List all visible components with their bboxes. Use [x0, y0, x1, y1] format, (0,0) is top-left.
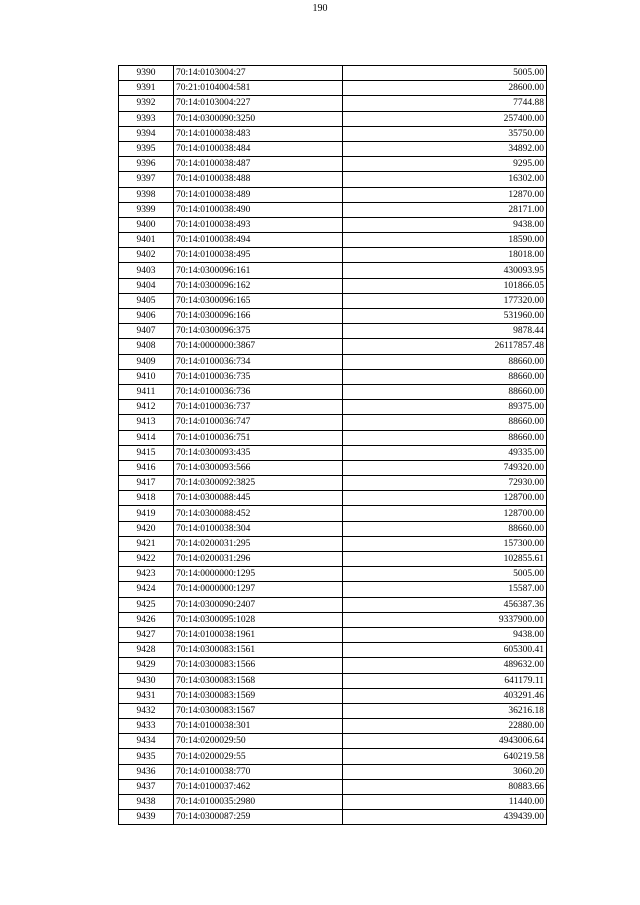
cadastral-number-cell: 70:14:0200031:295 [174, 536, 343, 551]
cadastral-number-cell: 70:14:0100038:770 [174, 764, 343, 779]
value-cell: 88660.00 [343, 415, 547, 430]
table-row [119, 779, 547, 794]
row-number-cell: 9394 [119, 126, 174, 141]
table-row [119, 688, 547, 703]
value-cell: 403291.46 [343, 688, 547, 703]
value-cell: 28171.00 [343, 202, 547, 217]
table-row [119, 66, 547, 81]
value-cell: 531960.00 [343, 309, 547, 324]
value-cell: 80883.66 [343, 779, 547, 794]
value-cell: 18590.00 [343, 233, 547, 248]
value-cell: 9438.00 [343, 627, 547, 642]
row-number-cell: 9416 [119, 460, 174, 475]
row-number-cell: 9402 [119, 248, 174, 263]
cadastral-number-cell: 70:14:0100038:493 [174, 217, 343, 232]
row-number-cell: 9398 [119, 187, 174, 202]
value-cell: 11440.00 [343, 795, 547, 810]
row-number-cell: 9410 [119, 369, 174, 384]
table-row [119, 187, 547, 202]
table-row [119, 96, 547, 111]
cadastral-number-cell: 70:14:0200029:50 [174, 734, 343, 749]
value-cell: 89375.00 [343, 400, 547, 415]
cadastral-number-cell: 70:14:0100036:747 [174, 415, 343, 430]
table-row [119, 81, 547, 96]
row-number-cell: 9435 [119, 749, 174, 764]
cadastral-number-cell: 70:14:0100038:304 [174, 521, 343, 536]
value-cell: 3060.20 [343, 764, 547, 779]
table-row [119, 202, 547, 217]
cadastral-number-cell: 70:14:0100038:489 [174, 187, 343, 202]
row-number-cell: 9401 [119, 233, 174, 248]
row-number-cell: 9404 [119, 278, 174, 293]
cadastral-number-cell: 70:14:0100036:735 [174, 369, 343, 384]
table-row [119, 172, 547, 187]
cadastral-number-cell: 70:14:0300088:452 [174, 506, 343, 521]
table-row [119, 415, 547, 430]
cadastral-number-cell: 70:14:0103004:27 [174, 66, 343, 81]
value-cell: 439439.00 [343, 810, 547, 825]
row-number-cell: 9433 [119, 719, 174, 734]
table-row [119, 309, 547, 324]
table-row [119, 658, 547, 673]
cadastral-number-cell: 70:14:0300090:3250 [174, 111, 343, 126]
cadastral-number-cell: 70:14:0000000:3867 [174, 339, 343, 354]
table-row [119, 384, 547, 399]
row-number-cell: 9429 [119, 658, 174, 673]
cadastral-number-cell: 70:14:0300096:166 [174, 309, 343, 324]
cadastral-number-cell: 70:14:0300096:375 [174, 324, 343, 339]
row-number-cell: 9405 [119, 293, 174, 308]
table-row [119, 491, 547, 506]
table-row [119, 582, 547, 597]
row-number-cell: 9407 [119, 324, 174, 339]
table-row [119, 369, 547, 384]
row-number-cell: 9422 [119, 552, 174, 567]
row-number-cell: 9408 [119, 339, 174, 354]
cadastral-number-cell: 70:14:0100038:487 [174, 157, 343, 172]
cadastral-number-cell: 70:14:0300083:1567 [174, 703, 343, 718]
cadastral-number-cell: 70:14:0100038:494 [174, 233, 343, 248]
cadastral-number-cell: 70:14:0200029:55 [174, 749, 343, 764]
row-number-cell: 9428 [119, 643, 174, 658]
table-row [119, 354, 547, 369]
cadastral-number-cell: 70:14:0100038:488 [174, 172, 343, 187]
row-number-cell: 9436 [119, 764, 174, 779]
table-row [119, 111, 547, 126]
row-number-cell: 9434 [119, 734, 174, 749]
value-cell: 88660.00 [343, 384, 547, 399]
row-number-cell: 9438 [119, 795, 174, 810]
table-row [119, 627, 547, 642]
table-row [119, 278, 547, 293]
value-cell: 36216.18 [343, 703, 547, 718]
value-cell: 128700.00 [343, 506, 547, 521]
row-number-cell: 9392 [119, 96, 174, 111]
row-number-cell: 9420 [119, 521, 174, 536]
table-row [119, 643, 547, 658]
value-cell: 7744.88 [343, 96, 547, 111]
table-row [119, 248, 547, 263]
value-cell: 49335.00 [343, 445, 547, 460]
value-cell: 177320.00 [343, 293, 547, 308]
value-cell: 34892.00 [343, 141, 547, 156]
value-cell: 28600.00 [343, 81, 547, 96]
table-row [119, 141, 547, 156]
value-cell: 102855.61 [343, 552, 547, 567]
table-row [119, 506, 547, 521]
value-cell: 88660.00 [343, 430, 547, 445]
cadastral-number-cell: 70:14:0100035:2980 [174, 795, 343, 810]
cadastral-number-cell: 70:14:0300096:161 [174, 263, 343, 278]
page-number: 190 [312, 3, 328, 14]
registry-table [118, 65, 547, 825]
row-number-cell: 9403 [119, 263, 174, 278]
value-cell: 640219.58 [343, 749, 547, 764]
table-row [119, 233, 547, 248]
table-row [119, 552, 547, 567]
table-row [119, 597, 547, 612]
row-number-cell: 9431 [119, 688, 174, 703]
cadastral-number-cell: 70:14:0100037:462 [174, 779, 343, 794]
value-cell: 18018.00 [343, 248, 547, 263]
row-number-cell: 9396 [119, 157, 174, 172]
cadastral-number-cell: 70:14:0103004:227 [174, 96, 343, 111]
table-row [119, 567, 547, 582]
cadastral-number-cell: 70:14:0100038:301 [174, 719, 343, 734]
row-number-cell: 9412 [119, 400, 174, 415]
cadastral-number-cell: 70:21:0104004:581 [174, 81, 343, 96]
value-cell: 101866.05 [343, 278, 547, 293]
value-cell: 88660.00 [343, 354, 547, 369]
cadastral-number-cell: 70:14:0100036:736 [174, 384, 343, 399]
value-cell: 9438.00 [343, 217, 547, 232]
value-cell: 257400.00 [343, 111, 547, 126]
table-row [119, 430, 547, 445]
row-number-cell: 9411 [119, 384, 174, 399]
row-number-cell: 9415 [119, 445, 174, 460]
cadastral-number-cell: 70:14:0300090:2407 [174, 597, 343, 612]
value-cell: 15587.00 [343, 582, 547, 597]
cadastral-number-cell: 70:14:0200031:296 [174, 552, 343, 567]
table-row [119, 749, 547, 764]
row-number-cell: 9393 [119, 111, 174, 126]
row-number-cell: 9399 [119, 202, 174, 217]
cadastral-number-cell: 70:14:0300092:3825 [174, 476, 343, 491]
cadastral-number-cell: 70:14:0300083:1561 [174, 643, 343, 658]
value-cell: 430093.95 [343, 263, 547, 278]
cadastral-number-cell: 70:14:0300096:162 [174, 278, 343, 293]
cadastral-number-cell: 70:14:0000000:1297 [174, 582, 343, 597]
row-number-cell: 9439 [119, 810, 174, 825]
table-row [119, 536, 547, 551]
table-row [119, 734, 547, 749]
table-row [119, 217, 547, 232]
row-number-cell: 9419 [119, 506, 174, 521]
cadastral-number-cell: 70:14:0100036:751 [174, 430, 343, 445]
cadastral-number-cell: 70:14:0100036:734 [174, 354, 343, 369]
table-row [119, 293, 547, 308]
row-number-cell: 9421 [119, 536, 174, 551]
row-number-cell: 9426 [119, 612, 174, 627]
table-row [119, 476, 547, 491]
table-row [119, 764, 547, 779]
value-cell: 22880.00 [343, 719, 547, 734]
value-cell: 26117857.48 [343, 339, 547, 354]
row-number-cell: 9391 [119, 81, 174, 96]
table-row [119, 673, 547, 688]
row-number-cell: 9397 [119, 172, 174, 187]
cadastral-number-cell: 70:14:0100038:1961 [174, 627, 343, 642]
value-cell: 128700.00 [343, 491, 547, 506]
table-row [119, 719, 547, 734]
row-number-cell: 9437 [119, 779, 174, 794]
value-cell: 157300.00 [343, 536, 547, 551]
cadastral-number-cell: 70:14:0300087:259 [174, 810, 343, 825]
row-number-cell: 9409 [119, 354, 174, 369]
table-row [119, 400, 547, 415]
row-number-cell: 9414 [119, 430, 174, 445]
value-cell: 456387.36 [343, 597, 547, 612]
cadastral-number-cell: 70:14:0300083:1569 [174, 688, 343, 703]
cadastral-number-cell: 70:14:0300088:445 [174, 491, 343, 506]
cadastral-number-cell: 70:14:0300083:1568 [174, 673, 343, 688]
table-row [119, 126, 547, 141]
cadastral-number-cell: 70:14:0100038:495 [174, 248, 343, 263]
value-cell: 9295.00 [343, 157, 547, 172]
row-number-cell: 9406 [119, 309, 174, 324]
row-number-cell: 9423 [119, 567, 174, 582]
table-row [119, 703, 547, 718]
table-row [119, 339, 547, 354]
value-cell: 88660.00 [343, 521, 547, 536]
row-number-cell: 9427 [119, 627, 174, 642]
table-row [119, 521, 547, 536]
value-cell: 489632.00 [343, 658, 547, 673]
cadastral-number-cell: 70:14:0100038:490 [174, 202, 343, 217]
table-row [119, 324, 547, 339]
value-cell: 35750.00 [343, 126, 547, 141]
value-cell: 12870.00 [343, 187, 547, 202]
row-number-cell: 9390 [119, 66, 174, 81]
registry-table-body [119, 66, 547, 825]
table-row [119, 460, 547, 475]
cadastral-number-cell: 70:14:0300083:1566 [174, 658, 343, 673]
cadastral-number-cell: 70:14:0000000:1295 [174, 567, 343, 582]
cadastral-number-cell: 70:14:0100038:484 [174, 141, 343, 156]
value-cell: 88660.00 [343, 369, 547, 384]
table-row [119, 445, 547, 460]
value-cell: 749320.00 [343, 460, 547, 475]
table-row [119, 795, 547, 810]
table-row [119, 810, 547, 825]
row-number-cell: 9413 [119, 415, 174, 430]
value-cell: 9878.44 [343, 324, 547, 339]
value-cell: 605300.41 [343, 643, 547, 658]
cadastral-number-cell: 70:14:0100036:737 [174, 400, 343, 415]
row-number-cell: 9395 [119, 141, 174, 156]
value-cell: 4943006.64 [343, 734, 547, 749]
row-number-cell: 9424 [119, 582, 174, 597]
row-number-cell: 9400 [119, 217, 174, 232]
row-number-cell: 9430 [119, 673, 174, 688]
cadastral-number-cell: 70:14:0300095:1028 [174, 612, 343, 627]
cadastral-number-cell: 70:14:0300093:566 [174, 460, 343, 475]
table-row [119, 157, 547, 172]
table-row [119, 612, 547, 627]
row-number-cell: 9432 [119, 703, 174, 718]
row-number-cell: 9417 [119, 476, 174, 491]
cadastral-number-cell: 70:14:0300096:165 [174, 293, 343, 308]
cadastral-number-cell: 70:14:0100038:483 [174, 126, 343, 141]
row-number-cell: 9418 [119, 491, 174, 506]
value-cell: 72930.00 [343, 476, 547, 491]
value-cell: 16302.00 [343, 172, 547, 187]
value-cell: 5005.00 [343, 567, 547, 582]
table-row [119, 263, 547, 278]
row-number-cell: 9425 [119, 597, 174, 612]
value-cell: 9337900.00 [343, 612, 547, 627]
cadastral-number-cell: 70:14:0300093:435 [174, 445, 343, 460]
value-cell: 5005.00 [343, 66, 547, 81]
value-cell: 641179.11 [343, 673, 547, 688]
